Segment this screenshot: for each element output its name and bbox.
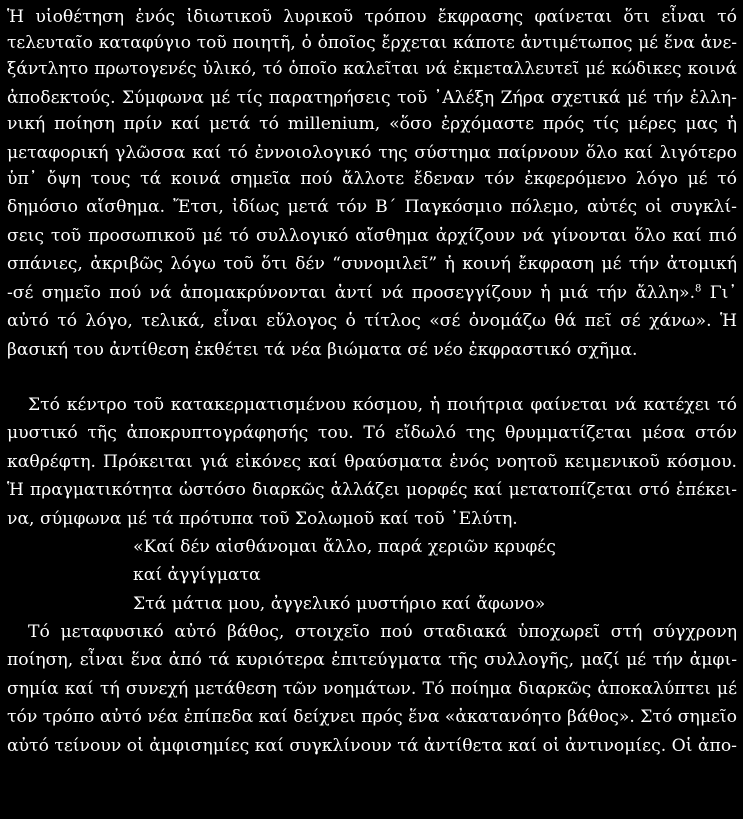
text-line: αὐτό τό λόγο, τελικά, εἶναι εὔλογος ὁ τίτλος «σέ ὀνομάζω θά πεῖ σέ χάνω». Ἡ (7, 311, 737, 331)
text-line: σεις τοῦ προσωπικοῦ μέ τό συλλογικό αἴσθημα ἀρχίζουν νά γίνονται ὅλο καί πιό (7, 226, 737, 246)
quote-line: καί ἀγγίγματα (133, 565, 261, 585)
text-line: τόν τρόπο αὐτό νέα ἐπίπεδα καί δείχνει πρός ἕνα «ἀκατανόητο βάθος». Στό σημεῖο (7, 707, 737, 727)
text-line-tail: Γι᾿ (709, 283, 738, 303)
text-line: μεταφορική γλῶσσα καί τό ἐννοιολογικό της σύστημα παίρνουν ὅλο καί λιγότερο (7, 143, 737, 163)
text-line: μυστικό τῆς ἀποκρυπτογράφησής του. Τό εἴδωλό της θρυμματίζεται μέσα στόν (7, 423, 737, 443)
text-line: νική ποίηση πρίν καί μετά τό millenium, «ὅσο ἐρχόμαστε πρός τίς μέρες μας ἡ (7, 114, 737, 134)
text-line: Στό κέντρο τοῦ κατακερματισμένου κόσμου, ἡ ποιήτρια φαίνεται νά κατέχει τό (28, 395, 737, 415)
text-line: Ἡ πραγματικότητα ὡστόσο διαρκῶς ἀλλάζει μορφές καί μετατοπίζεται στό ἐπέκει- (7, 480, 737, 500)
text-line: Τό μεταφυσικό αὐτό βάθος, στοιχεῖο πού σταδιακά ὑποχωρεῖ στή σύγχρονη (28, 622, 737, 642)
text-line: τελευταῖο καταφύγιο τοῦ ποιητῆ, ὁ ὁποῖος ἔρχεται κάποτε ἀντιμέτωπος μέ ἕνα ἀνε- (7, 33, 737, 53)
text-line: ξάντλητο πρωτογενές ὑλικό, τό ὁποῖο καλεῖται νά ἐκμεταλλευτεῖ μέ κώδικες κοινά (7, 59, 737, 79)
footnote-reference: 8 (695, 283, 702, 295)
text-line: βασική του ἀντίθεση ἐκθέτει τά νέα βιώματα σέ νέο ἐκφραστικό σχῆμα. (7, 340, 638, 360)
text-line: καθρέφτη. Πρόκειται γιά εἰκόνες καί θραύσματα ἑνός νοητοῦ κειμενικοῦ κόσμου. (7, 452, 737, 472)
quote-line: «Καί δέν αἰσθάνομαι ἄλλο, παρά χεριῶν κρυφές (133, 537, 556, 557)
text-line: ὑπ᾿ ὄψη τους τά κοινά σημεῖα πού ἄλλοτε ἔδεναν τόν ἐκφερόμενο λόγο μέ τό (7, 169, 737, 189)
text-line: Ἡ υἱοθέτηση ἑνός ἰδιωτικοῦ λυρικοῦ τρόπου ἔκφρασης φαίνεται ὅτι εἶναι τό (7, 7, 737, 27)
text-line: να, σύμφωνα μέ τά πρότυπα τοῦ Σολωμοῦ καί τοῦ ᾿Ελύτη. (7, 509, 518, 529)
text-line: ποίηση, εἶναι ἕνα ἀπό τά κυριότερα ἐπιτεύγματα τῆς συλλογῆς, μαζί μέ τήν ἀμφι- (7, 650, 737, 670)
text-line: αὐτό τείνουν οἱ ἀμφισημίες καί συγκλίνουν τά ἀντίθετα καί οἱ ἀντινομίες. Οἱ ἀπο- (7, 736, 737, 756)
text-line (0, 280, 743, 306)
text-line: σημία καί τή συνεχή μετάθεση τῶν νοημάτων. Τό ποίημα διαρκῶς ἀποκαλύπτει μέ (7, 679, 737, 699)
text-line: σπάνιες, ἀκριβῶς λόγω τοῦ ὅτι δέν “συνομιλεῖ” ἡ κοινή ἔκφραση μέ τήν ἀτομική (7, 254, 737, 274)
quote-line: Στά μάτια μου, ἀγγελικό μυστήριο καί ἄφωνο» (133, 594, 546, 614)
text-line: δημόσιο αἴσθημα. Ἔτσι, ἰδίως μετά τόν Β΄ Παγκόσμιο πόλεμο, αὐτές οἱ συγκλί- (7, 197, 737, 217)
text-line-main: -σέ σημεῖο πού νά ἀπομακρύνονται ἀντί νά προσεγγίζουν ἡ μιά τήν ἄλλη». (7, 283, 696, 303)
text-line: ἀποδεκτούς. Σύμφωνα μέ τίς παρατηρήσεις τοῦ ᾿Αλέξη Ζήρα σχετικά μέ τήν ἑλλη- (7, 88, 737, 108)
